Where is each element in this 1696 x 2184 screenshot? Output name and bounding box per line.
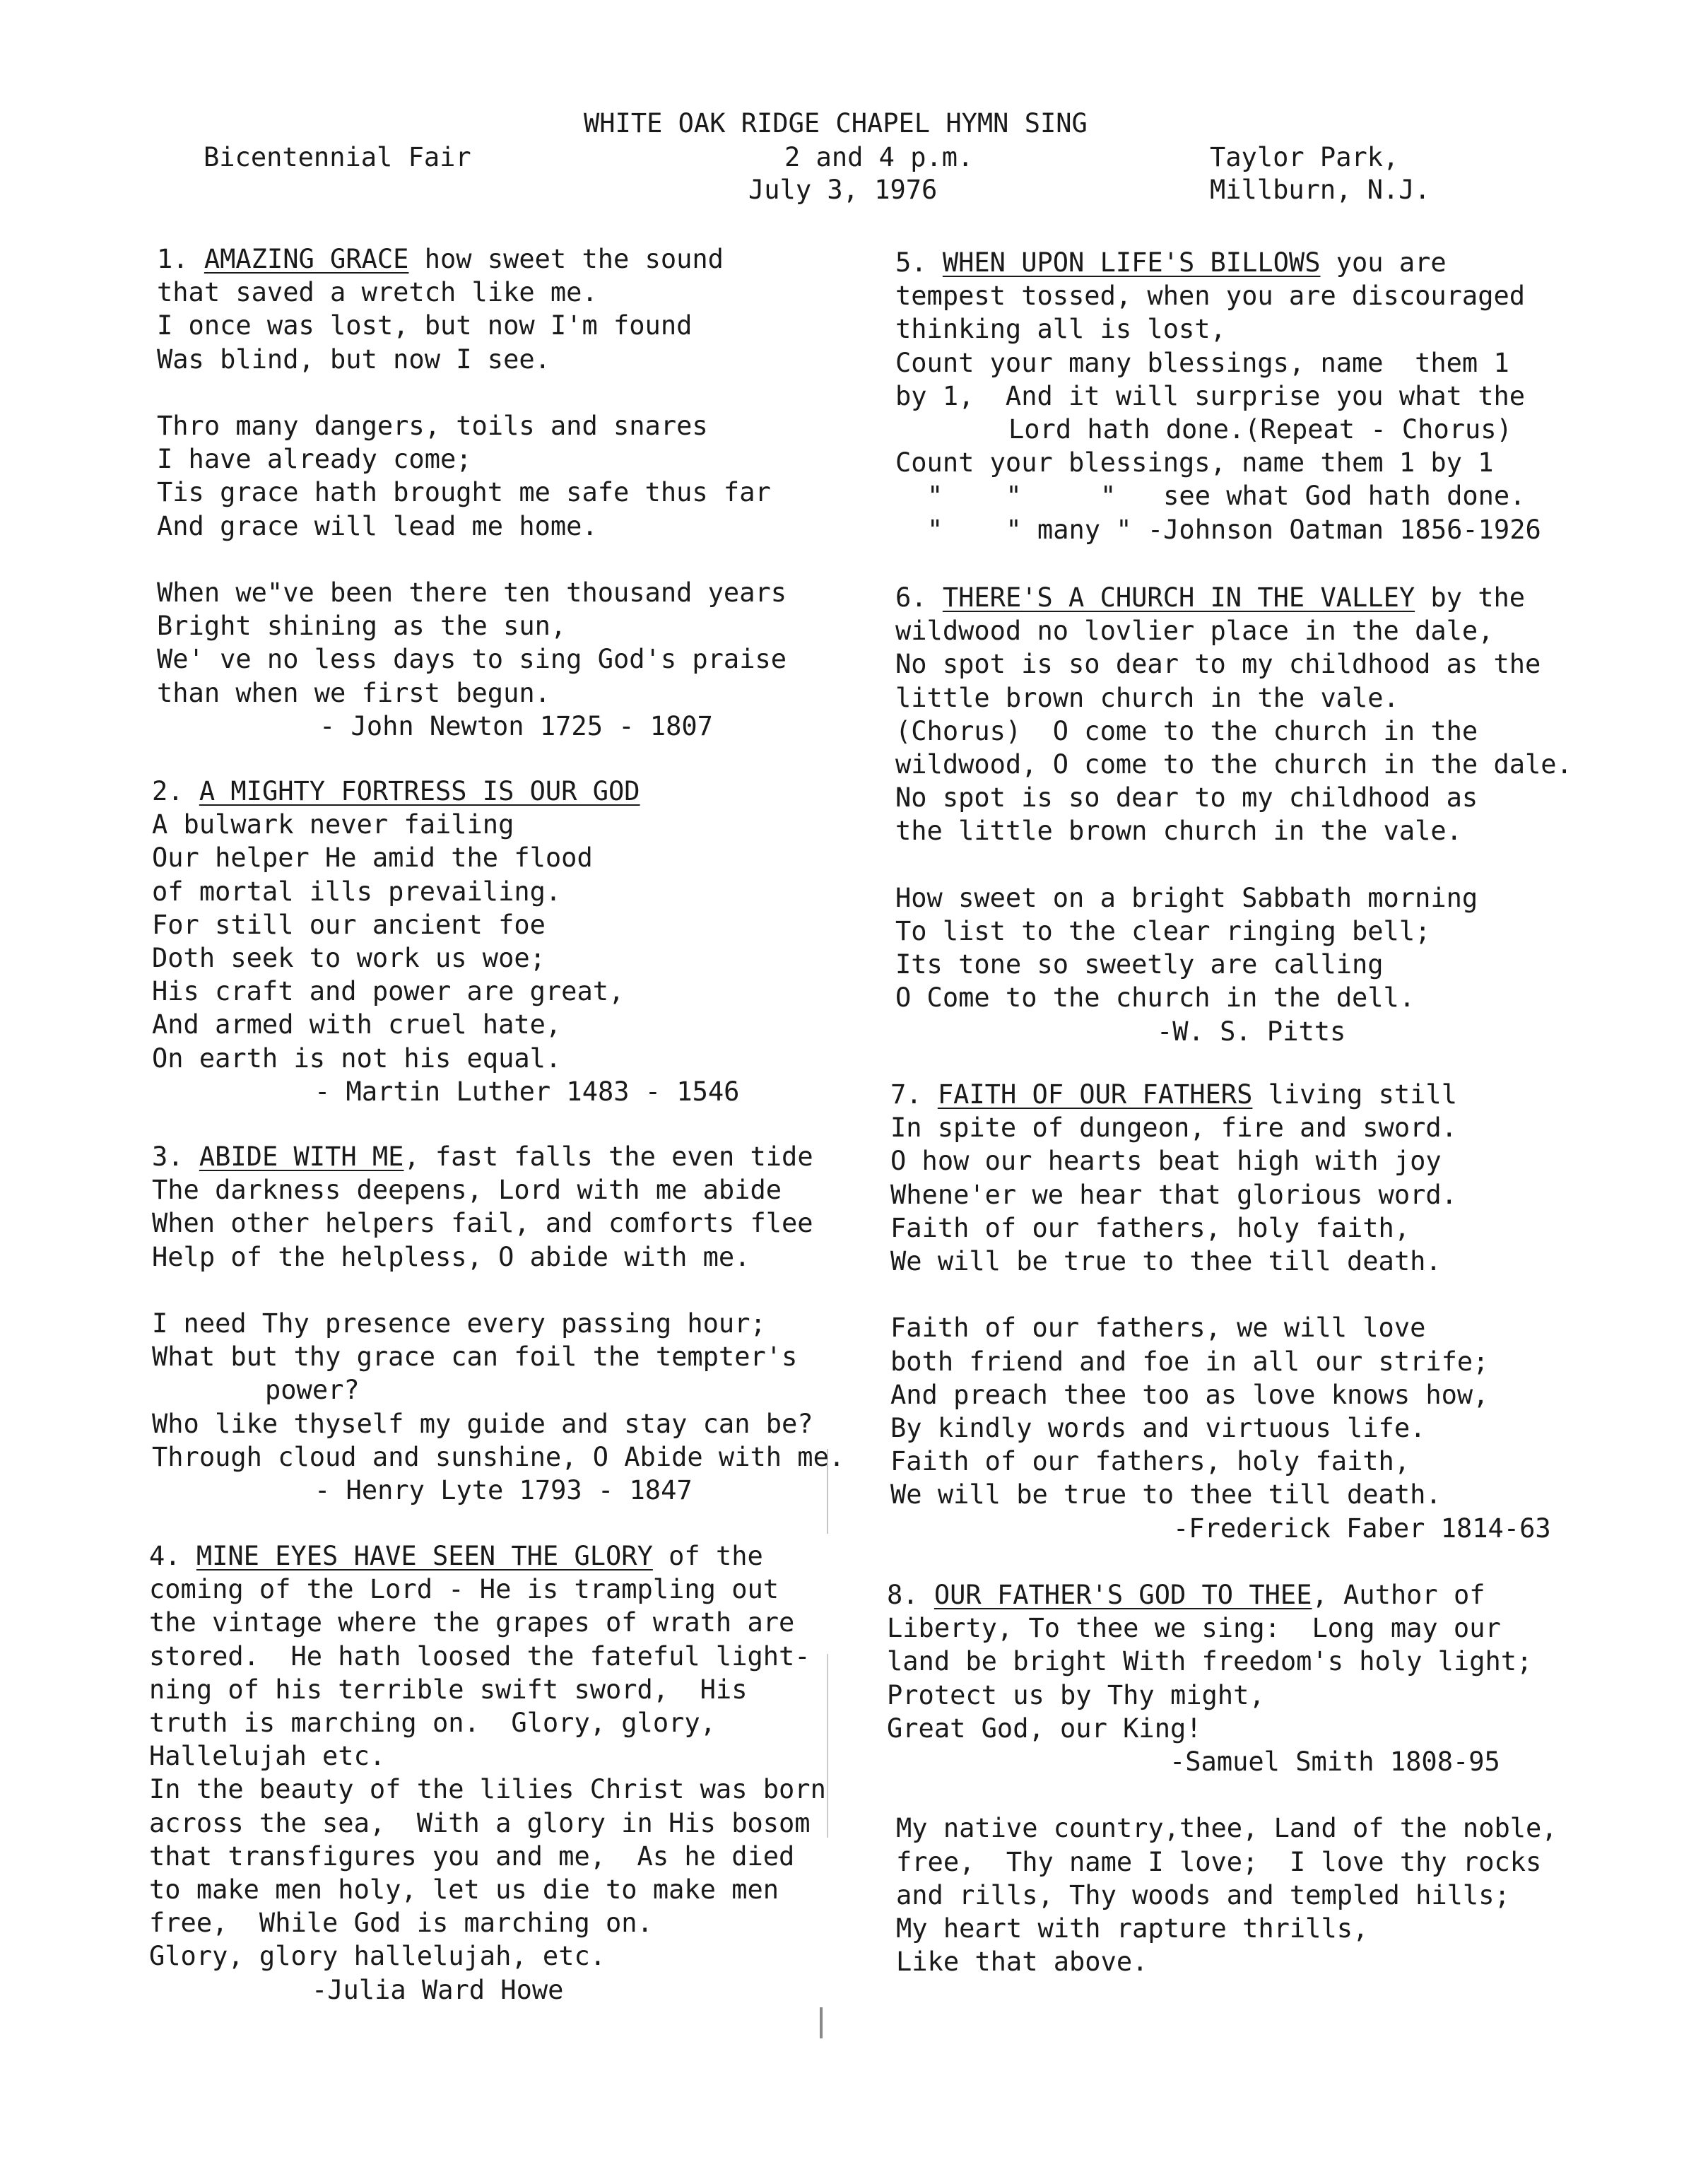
lyric-line: than when we first begun. [157, 677, 550, 708]
lyric-line: free, Thy name I love; I love thy rocks [896, 1846, 1542, 1877]
hymn-first-line: , fast falls the even tide [404, 1141, 813, 1172]
lyric-line: We' ve no less days to sing God's praise [157, 644, 787, 675]
lyric-line [890, 1278, 1551, 1311]
lyric-line: Tis grace hath brought me safe thus far [157, 477, 771, 508]
hymn-author: " " many " -Johnson Oatman 1856-1926 [927, 514, 1541, 545]
lyric-line: and rills, Thy woods and templed hills; [896, 1879, 1510, 1910]
lyric-line: ning of his terrible swift sword, His [149, 1674, 748, 1705]
lyric-line: The darkness deepens, Lord with me abide [152, 1175, 782, 1206]
hymn-number: 7. [890, 1079, 922, 1110]
lyric-line: Faith of our fathers, holy faith, [890, 1212, 1411, 1243]
lyric-line: to make men holy, let us die to make men [149, 1874, 779, 1906]
hymn-first-line: by the [1430, 582, 1526, 613]
lyric-line: Lord hath done.(Repeat - Chorus) [1008, 414, 1512, 445]
lyric-line: stored. He hath loosed the fateful light- [149, 1640, 811, 1672]
lyric-line: His craft and power are great, [152, 976, 625, 1007]
hymn-number: 1. [157, 244, 189, 274]
lyric-line [157, 543, 787, 576]
lyric-line: My heart with rapture thrills, [896, 1913, 1369, 1944]
lyric-line: Count your many blessings, name them 1 [895, 347, 1509, 378]
hymn-number: 2. [152, 776, 184, 806]
lyric-line: across the sea, With a glory in His bosom [149, 1807, 811, 1838]
lyric-line: We will be true to thee till death. [890, 1246, 1442, 1277]
lyric-line: Protect us by Thy might, [887, 1679, 1265, 1710]
hymn-author: -Frederick Faber 1814-63 [1173, 1513, 1551, 1544]
lyric-line: tempest tossed, when you are discouraged [895, 281, 1526, 312]
hymn-author: -W. S. Pitts [1157, 1016, 1346, 1047]
lyric-line: When we"ve been there ten thousand years [157, 577, 787, 609]
lyric-line: And armed with cruel hate, [152, 1009, 562, 1040]
fold-mark [827, 1449, 828, 1534]
lyric-line: Was blind, but now I see. [157, 344, 550, 375]
lyric-line: Our helper He amid the flood [152, 843, 593, 874]
lyric-line: When other helpers fail, and comforts flee [152, 1208, 813, 1239]
hymn-author: - John Newton 1725 - 1807 [319, 710, 713, 741]
lyric-line: Doth seek to work us woe; [152, 943, 546, 974]
event-name: Bicentennial Fair [204, 142, 471, 172]
lyric-line: the vintage where the grapes of wrath are [149, 1607, 795, 1638]
lyric-line: wildwood no lovlier place in the dale, [895, 616, 1494, 647]
lyric-line: Whene'er we hear that glorious word. [890, 1179, 1457, 1210]
lyric-line: My native country,thee, Land of the noble, [896, 1813, 1557, 1844]
hymn-number: 8. [887, 1580, 919, 1610]
lyric-line: Bright shining as the sun, [157, 611, 567, 642]
lyric-line: Thro many dangers, toils and snares [157, 411, 708, 442]
hymn-author: -Samuel Smith 1808-95 [1170, 1746, 1500, 1778]
hymn-title: WHEN UPON LIFE'S BILLOWS [942, 247, 1321, 278]
lyric-line [895, 848, 1572, 881]
lyric-line: of mortal ills prevailing. [152, 876, 562, 907]
hymn-title: THERE'S A CHURCH IN THE VALLEY [942, 582, 1415, 613]
lyric-line: By kindly words and virtuous life. [890, 1413, 1426, 1444]
lyric-line: We will be true to thee till death. [890, 1479, 1442, 1510]
lyric-line: little brown church in the vale. [895, 682, 1399, 713]
hymn-8 [887, 1578, 1557, 1978]
lyric-line: Count your blessings, name them 1 by 1 [895, 447, 1494, 479]
lyric-line: Through cloud and sunshine, O Abide with me. [152, 1441, 845, 1472]
lyric-line: both friend and foe in all our strife; [890, 1346, 1489, 1377]
lyric-line: Glory, glory hallelujah, etc. [149, 1941, 606, 1972]
event-date: July 3, 1976 [748, 175, 938, 205]
lyric-line: Faith of our fathers, we will love [890, 1313, 1426, 1344]
lyric-line: What but thy grace can foil the tempter's [152, 1341, 798, 1373]
event-city: Millburn, N.J. [1210, 175, 1430, 205]
hymn-3 [152, 1140, 844, 1507]
lyric-line: thinking all is lost, [895, 314, 1226, 345]
hymn-number: 3. [152, 1141, 184, 1172]
lyric-line: For still our ancient foe [152, 909, 546, 940]
lyric-line: the little brown church in the vale. [895, 816, 1462, 847]
lyric-line: Who like thyself my guide and stay can be? [152, 1408, 813, 1439]
lyric-line: coming of the Lord - He is trampling out [149, 1574, 779, 1605]
lyric-line: Great God, our King! [887, 1713, 1202, 1744]
hymn-number: 5. [895, 247, 927, 278]
lyric-line [887, 1778, 1557, 1812]
hymn-title: FAITH OF OUR FATHERS [937, 1079, 1253, 1110]
lyric-line: Hallelujah etc. [149, 1741, 386, 1772]
lyric-line: And grace will lead me home. [157, 510, 598, 541]
hymn-title: MINE EYES HAVE SEEN THE GLORY [196, 1541, 653, 1571]
lyric-line: I have already come; [157, 444, 472, 475]
hymn-2 [152, 775, 739, 1108]
hymn-title: OUR FATHER'S GOD TO THEE [934, 1580, 1312, 1610]
fold-mark [827, 1654, 828, 1838]
lyric-line: wildwood, O come to the church in the dale. [895, 749, 1572, 780]
lyric-line: power? [265, 1375, 360, 1406]
lyric-line: (Chorus) O come to the church in the [895, 715, 1478, 746]
hymn-4 [149, 1539, 826, 2007]
lyric-line: free, While God is marching on. [149, 1908, 653, 1939]
lyric-line: " " " see what God hath done. [927, 481, 1526, 512]
event-place: Taylor Park, [1210, 142, 1399, 172]
lyric-line: In the beauty of the lilies Christ was born [149, 1774, 826, 1805]
lyric-line: O how our hearts beat high with joy [890, 1146, 1442, 1177]
lyric-line: that saved a wretch like me. [157, 277, 598, 308]
hymn-7 [890, 1078, 1551, 1545]
hymn-first-line: how sweet the sound [424, 244, 724, 274]
lyric-line: Faith of our fathers, holy faith, [890, 1446, 1411, 1477]
event-time: 2 and 4 p.m. [784, 142, 974, 172]
hymn-6 [895, 581, 1572, 1048]
lyric-line [152, 1274, 844, 1307]
hymn-author: -Julia Ward Howe [312, 1974, 564, 2005]
lyric-line: A bulwark never failing [152, 809, 514, 840]
lyric-line [157, 376, 787, 409]
lyric-line: truth is marching on. Glory, glory, [149, 1708, 716, 1739]
lyric-line: No spot is so dear to my childhood as the [895, 649, 1541, 680]
hymn-title: A MIGHTY FORTRESS IS OUR GOD [199, 776, 640, 806]
hymn-first-line: living still [1268, 1079, 1457, 1110]
lyric-line: I need Thy presence every passing hour; [152, 1308, 766, 1339]
hymn-author: - Martin Luther 1483 - 1546 [314, 1076, 740, 1107]
hymn-first-line: , Author of [1312, 1580, 1485, 1610]
lyric-line: by 1, And it will surprise you what the [895, 380, 1526, 411]
lyric-line: No spot is so dear to my childhood as [895, 782, 1478, 814]
hymn-title: AMAZING GRACE [204, 244, 409, 274]
page-title: WHITE OAK RIDGE CHAPEL HYMN SING [584, 108, 1088, 139]
lyric-line: In spite of dungeon, fire and sword. [890, 1112, 1457, 1144]
lyric-line: Help of the helpless, O abide with me. [152, 1241, 750, 1272]
hymn-number: 6. [895, 582, 927, 613]
lyric-line: land be bright With freedom's holy light; [887, 1646, 1533, 1677]
hymn-1 [157, 242, 787, 743]
lyric-line: O Come to the church in the dell. [895, 982, 1415, 1014]
hymn-author: - Henry Lyte 1793 - 1847 [314, 1475, 693, 1506]
lyric-line: I once was lost, but now I'm found [157, 310, 693, 341]
hymn-first-line: of the [669, 1541, 763, 1571]
lyric-line: How sweet on a bright Sabbath morning [895, 882, 1478, 913]
lyric-line: And preach thee too as love knows how, [890, 1379, 1489, 1410]
lyric-line: Liberty, To thee we sing: Long may our [887, 1613, 1501, 1644]
lyric-line: To list to the clear ringing bell; [895, 916, 1431, 947]
hymn-title: ABIDE WITH ME [199, 1141, 404, 1172]
lyric-line: Its tone so sweetly are calling [895, 949, 1384, 980]
lyric-line: Like that above. [896, 1947, 1148, 1978]
fold-mark [820, 2007, 823, 2038]
hymn-5 [895, 246, 1541, 546]
hymn-number: 4. [149, 1541, 181, 1571]
hymn-first-line: you are [1336, 247, 1447, 278]
lyric-line: that transfigures you and me, As he died [149, 1840, 795, 1872]
lyric-line: On earth is not his equal. [152, 1043, 562, 1074]
